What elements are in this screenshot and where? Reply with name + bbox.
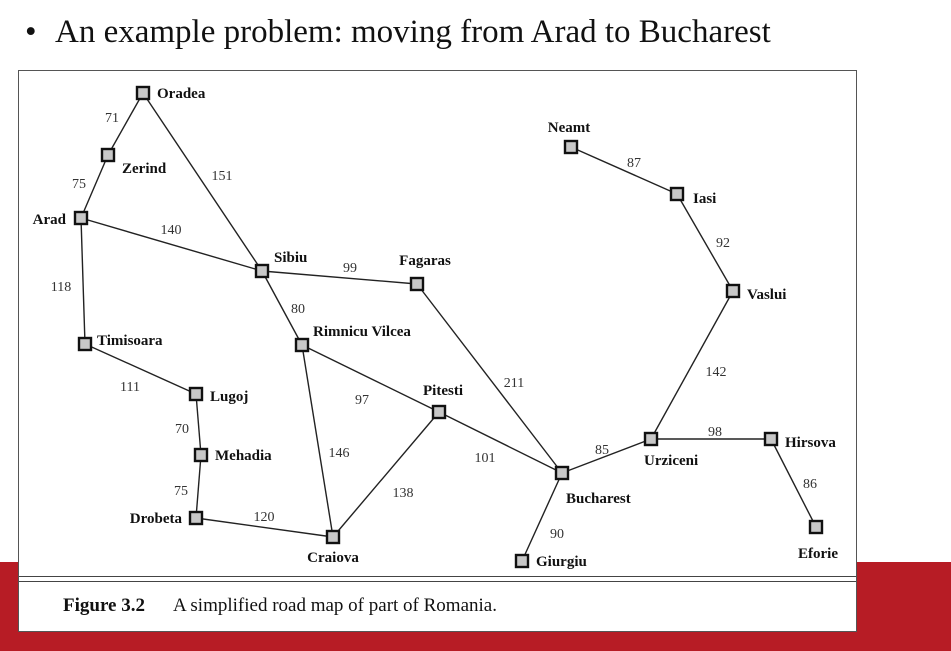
city-node-hirsova [765,433,777,445]
figure-caption [63,595,497,617]
slide-title-text: An example problem: moving from Arad to Bucharest [55,14,771,50]
distance-label: 86 [803,477,817,492]
city-node-iasi [671,188,683,200]
distance-label: 101 [474,451,496,466]
city-name-craiova: Craiova [307,550,359,566]
distance-label: 211 [503,376,525,391]
distance-label: 70 [175,422,189,437]
city-name-arad: Arad [32,212,66,228]
figure-number: Figure 3.2 [63,595,145,616]
city-name-drobeta: Drobeta [129,511,182,527]
city-node-oradea [137,87,149,99]
city-name-lugoj: Lugoj [210,389,249,405]
city-node-timisoara [79,338,91,350]
city-name-vaslui: Vaslui [747,287,787,303]
city-node-lugoj [190,388,202,400]
city-name-hirsova: Hirsova [785,435,836,451]
distance-label: 75 [72,177,86,192]
distance-label: 98 [708,425,722,440]
city-node-fagaras [411,278,423,290]
distance-label: 90 [550,527,564,542]
road-iasi-neamt [571,147,677,194]
bullet-marker: • [25,14,37,50]
road-map-diagram [19,71,856,576]
city-name-urziceni: Urziceni [644,453,699,469]
city-name-iasi: Iasi [693,191,717,207]
distance-label: 97 [355,393,369,408]
road-sibiu-fagaras [262,271,417,284]
distance-label: 71 [105,111,119,126]
roads-layer [81,93,816,561]
city-name-eforie: Eforie [798,546,838,562]
city-node-vaslui [727,285,739,297]
road-lugoj-mehadia [196,394,201,455]
city-name-zerind: Zerind [122,161,167,177]
city-node-giurgiu [516,555,528,567]
road-pitesti-bucharest [439,412,562,473]
city-names-layer [33,86,839,570]
city-name-timisoara: Timisoara [97,333,163,349]
road-arad-timisoara [81,218,85,344]
road-timisoara-lugoj [85,344,196,394]
city-node-sibiu [256,265,268,277]
caption-divider-bottom [19,581,856,582]
distance-label: 87 [627,156,641,171]
slide-title [25,14,771,51]
distance-label: 146 [328,446,350,461]
city-name-fagaras: Fagaras [399,253,451,269]
distance-label: 151 [211,169,233,184]
road-rimnicu-craiova [302,345,333,537]
distance-label: 92 [716,236,730,251]
city-node-eforie [810,521,822,533]
distance-label: 111 [120,380,140,395]
city-node-zerind [102,149,114,161]
road-bucharest-giurgiu [522,473,562,561]
distance-label: 99 [343,261,357,276]
city-node-drobeta [190,512,202,524]
distance-label: 75 [174,484,188,499]
road-rimnicu-pitesti [302,345,439,412]
distance-label: 80 [291,302,305,317]
distance-label: 142 [705,365,727,380]
caption-divider-top [19,576,856,577]
city-name-bucharest: Bucharest [566,491,631,507]
road-mehadia-drobeta [196,455,201,518]
distance-label: 120 [253,510,275,525]
distance-label: 118 [50,280,72,295]
city-name-giurgiu: Giurgiu [536,554,587,570]
road-fagaras-bucharest [417,284,562,473]
distance-label: 85 [595,443,609,458]
city-node-craiova [327,531,339,543]
city-node-bucharest [556,467,568,479]
distance-label: 140 [160,223,182,238]
figure-caption-text: A simplified road map of part of Romania. [172,595,497,616]
road-oradea-sibiu [143,93,262,271]
city-name-rimnicu: Rimnicu Vilcea [313,324,411,340]
city-node-arad [75,212,87,224]
city-node-pitesti [433,406,445,418]
city-node-mehadia [195,449,207,461]
city-name-neamt: Neamt [547,120,591,136]
city-name-pitesti: Pitesti [423,383,463,399]
romania-map-figure [18,70,857,632]
city-name-oradea: Oradea [157,86,206,102]
city-name-sibiu: Sibiu [274,250,308,266]
city-node-urziceni [645,433,657,445]
city-name-mehadia: Mehadia [215,448,272,464]
city-node-neamt [565,141,577,153]
city-node-rimnicu [296,339,308,351]
road-craiova-pitesti [333,412,439,537]
distance-label: 138 [392,486,414,501]
